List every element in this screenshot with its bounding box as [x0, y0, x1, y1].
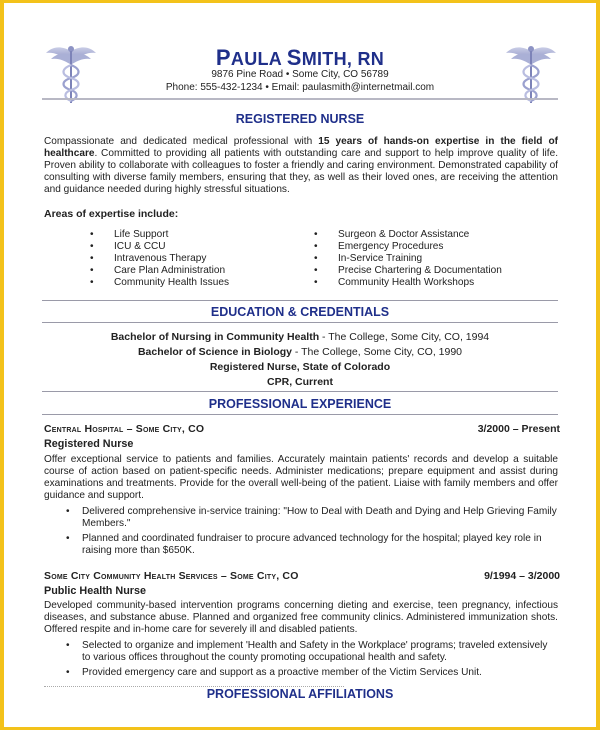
divider	[42, 414, 558, 415]
list-item: • Planned and coordinated fundraiser to procure advanced technology for the hospital; played key role in raising more than $650K.	[66, 533, 558, 557]
list-item: • In-Service Training	[314, 253, 502, 265]
list-item: • ICU & CCU	[90, 241, 229, 253]
divider	[42, 300, 558, 301]
list-item: • Community Health Workshops	[314, 277, 502, 289]
job-header	[44, 570, 560, 582]
areas-left-list	[90, 229, 229, 289]
list-item: • Intravenous Therapy	[90, 253, 229, 265]
summary-title: REGISTERED NURSE	[235, 112, 365, 126]
education-item: Registered Nurse, State of Colorado	[209, 361, 391, 373]
list-item: • Provided emergency care and support as a proactive member of the Victim Services Unit.	[66, 667, 558, 679]
list-item: • Life Support	[90, 229, 229, 241]
list-item: • Precise Chartering & Documentation	[314, 265, 502, 277]
experience-title: PROFESSIONAL EXPERIENCE	[208, 397, 392, 411]
job-description: Developed community-based intervention programs concerning dieting and exercise, teen pregnancy, infectious diseases, and substance abuse. Planned and organized free community clinics. Administered immunization shots. Offered respite and in-home care for severely ill and disabled patients.	[44, 600, 558, 635]
employer: Some City Community Health Services – Some City, CO	[44, 570, 299, 582]
header-divider	[42, 98, 558, 100]
address-line: 9876 Pine Road • Some City, CO 56789	[211, 69, 389, 80]
divider	[42, 322, 558, 323]
areas-label: Areas of expertise include:	[44, 208, 179, 220]
list-item: • Emergency Procedures	[314, 241, 502, 253]
areas-right-list	[314, 229, 502, 289]
list-item: • Care Plan Administration	[90, 265, 229, 277]
divider	[42, 391, 558, 392]
list-item: • Delivered comprehensive in-service training: "How to Deal with Death and Dying and Help Grieving Family Members."	[66, 506, 558, 530]
job-header	[44, 423, 560, 435]
job-bullets	[66, 506, 558, 560]
education-title: EDUCATION & CREDENTIALS	[210, 305, 390, 319]
job-description: Offer exceptional service to patients and families. Accurately maintain patients' records and develop a suitable course of action based on patient-specific needs. Administer medications; prepare equipment and assist during examinations and treatments. Provide for the overall well-being of the patient. Liaise with family members and offer guidance and support.	[44, 454, 558, 501]
summary-paragraph: Compassionate and dedicated medical professional with 15 years of hands-on expertise in the field of healthcare. Committed to providing all patients with outstanding care and support to help improve quality of life. Proven ability to collaborate with colleagues to foster a friendly and caring environment. Demonstrated capability of consulting with diverse family members, ensuring that they, as well as their loved ones, are receiving the attention and guidance needed during highly stressful situations.	[44, 136, 558, 195]
job-title: Registered Nurse	[44, 438, 134, 450]
list-item: • Surgeon & Doctor Assistance	[314, 229, 502, 241]
job-bullets	[66, 640, 558, 682]
education-item: CPR, Current	[267, 376, 333, 388]
list-item: • Community Health Issues	[90, 277, 229, 289]
job-dates: 3/2000 – Present	[477, 423, 560, 435]
education-item: Bachelor of Science in Biology - The College, Some City, CO, 1990	[137, 346, 463, 358]
education-item: Bachelor of Nursing in Community Health - The College, Some City, CO, 1994	[110, 331, 490, 343]
job-title: Public Health Nurse	[44, 585, 146, 597]
affiliations-title: PROFESSIONAL AFFILIATIONS	[206, 687, 394, 701]
list-item: • Selected to organize and implement 'Health and Safety in the Workplace' programs; traveled extensively to various offices throughout the county promoting occupational health and safety.	[66, 640, 558, 664]
job-dates: 9/1994 – 3/2000	[484, 570, 560, 582]
employer: Central Hospital – Some City, CO	[44, 423, 205, 435]
resume-page	[4, 3, 596, 727]
candidate-name: PAULA SMITH, RN	[215, 45, 385, 70]
contact-line: Phone: 555-432-1234 • Email: paulasmith@internetmail.com	[165, 82, 435, 93]
